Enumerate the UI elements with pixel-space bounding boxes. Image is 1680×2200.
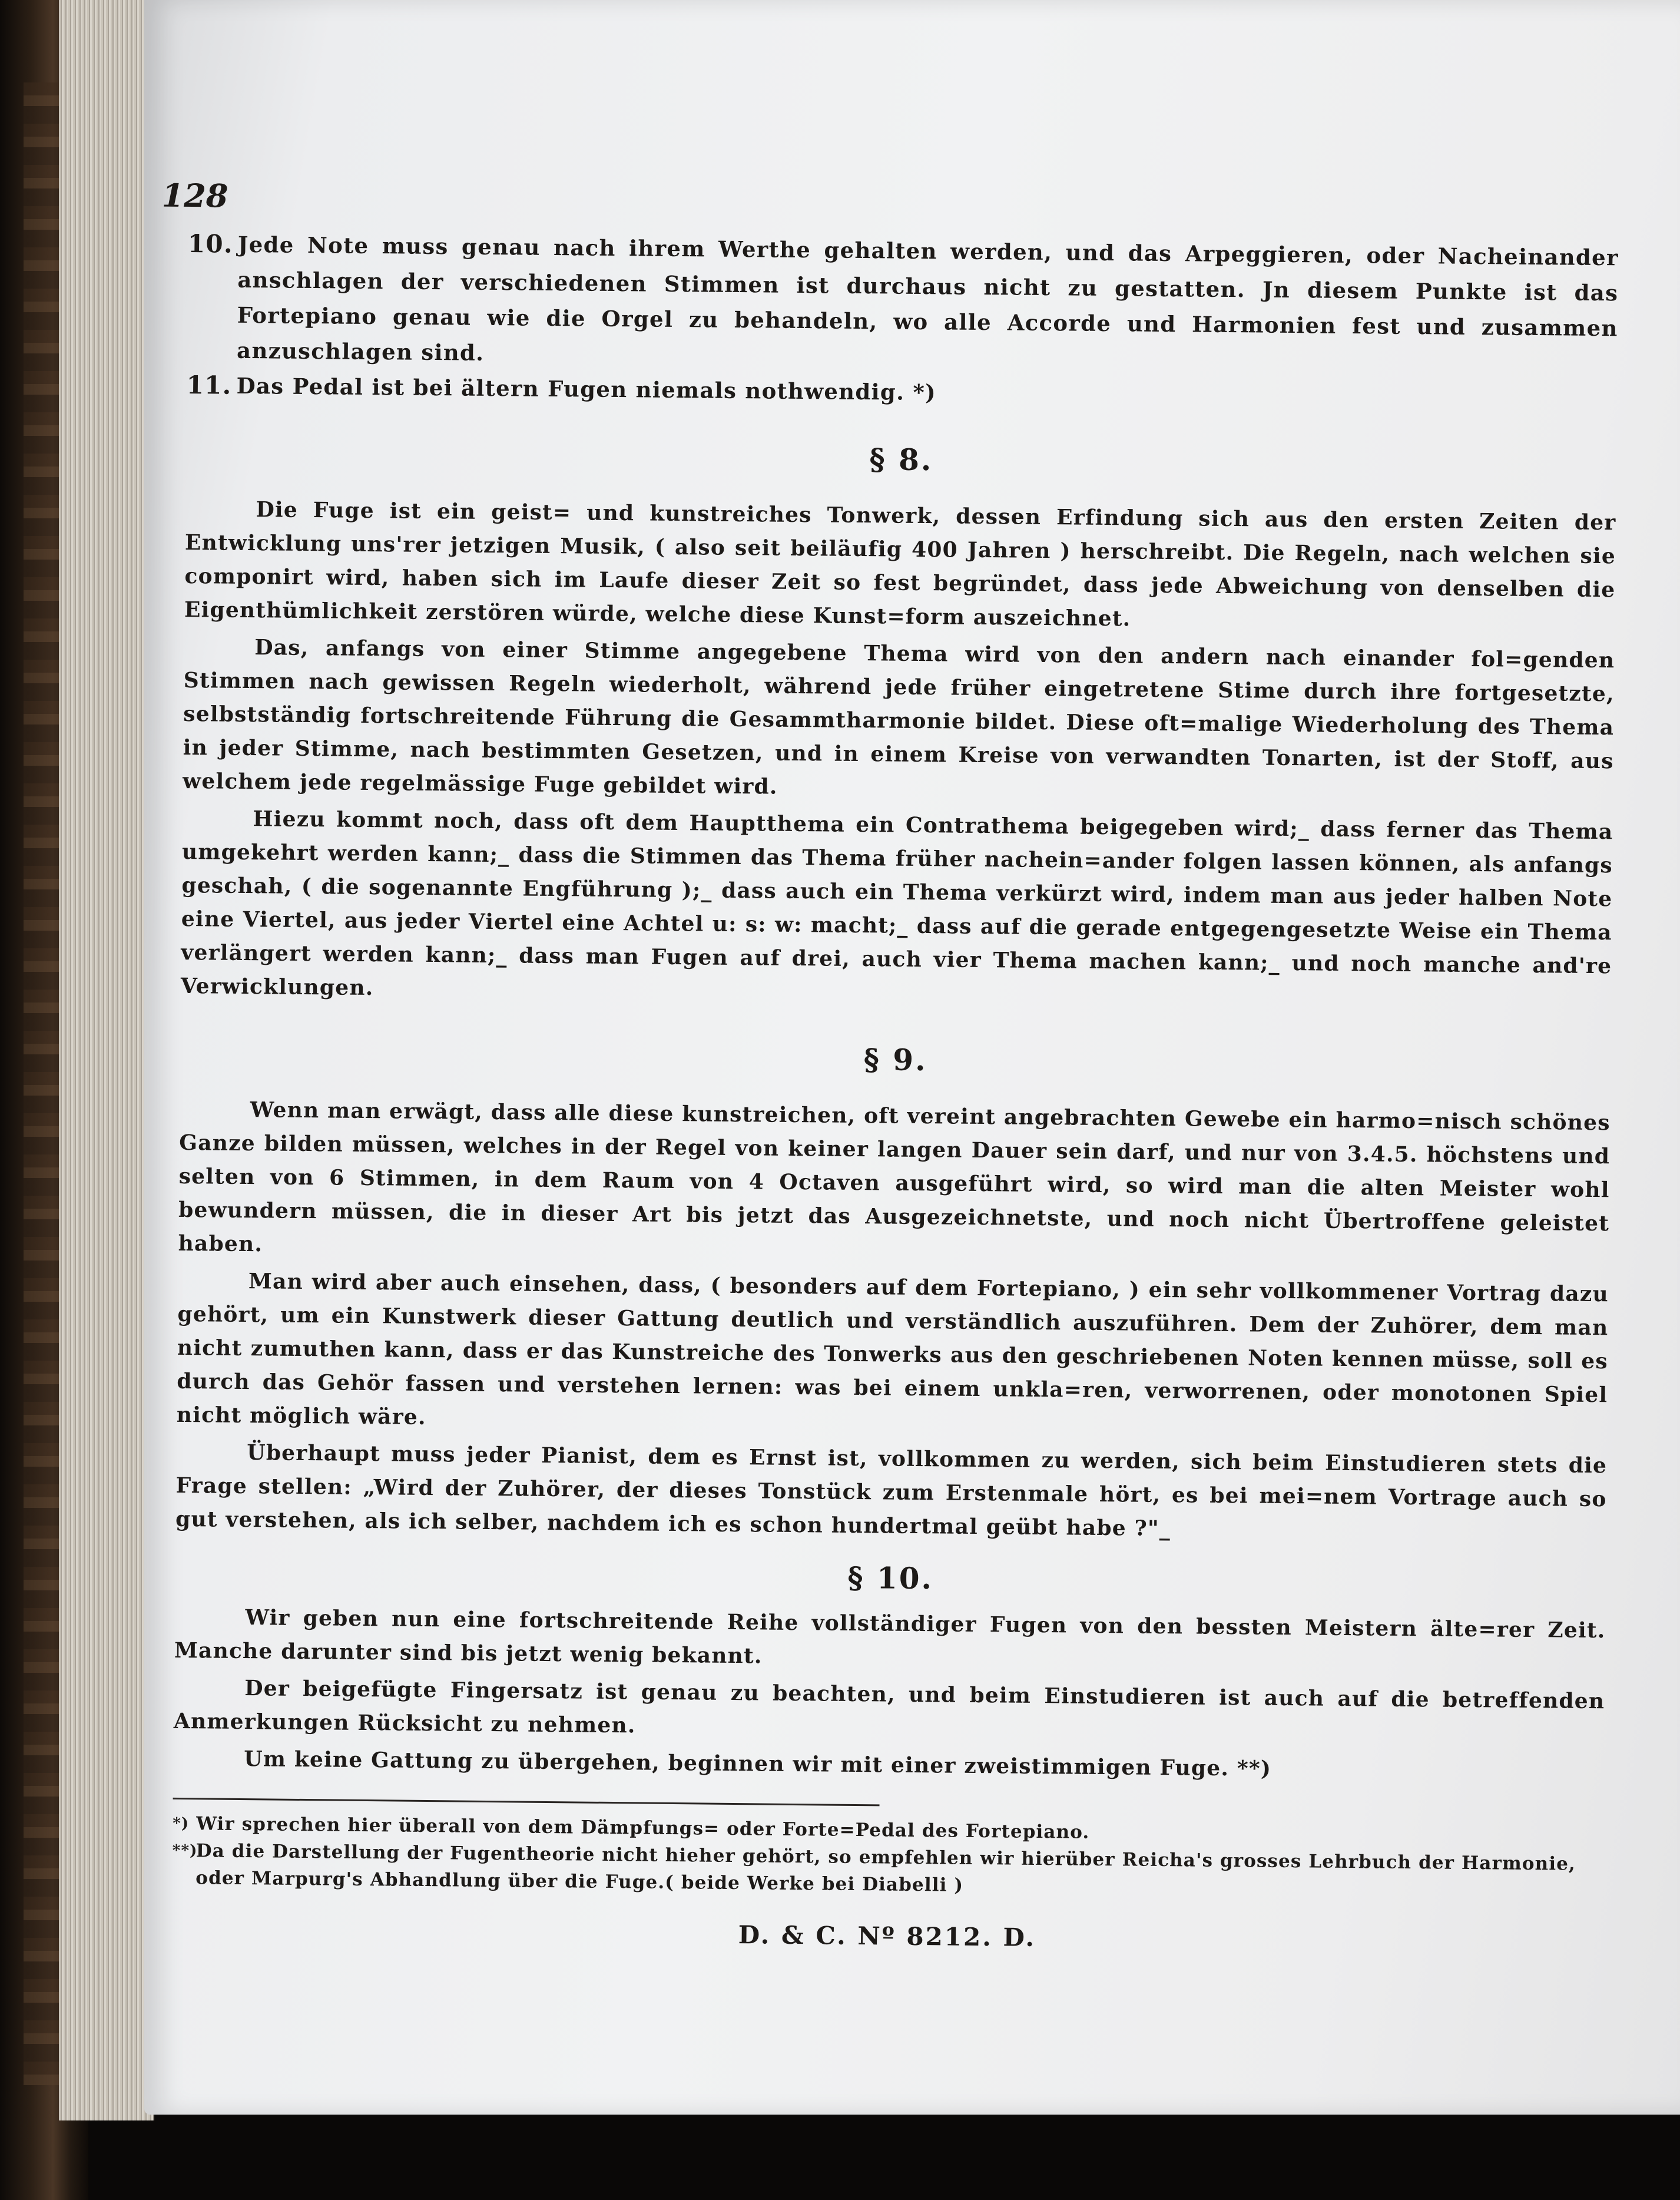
paragraph: Überhaupt muss jeder Pianist, dem es Ernst ist, vollkommen zu werden, sich beim Einstudieren stets die Frage stellen: „Wird der Zuhörer, der dieses Tonstück zum Erstenmale hört, es bei mei=nem Vortrage auch so gut verstehen, als ich selber, nachdem ich es schon hundertmal geübt habe ?"_ [175,1440,1608,1541]
footnote-divider [173,1798,880,1807]
paragraph: Man wird aber auch einsehen, dass, ( besonders auf dem Fortepiano, ) ein sehr vollkommener Vortrag dazu gehört, um ein Kunstwerk dieser Gattung deutlich und verständlich auszuführen. Dem der Zuhörer, dem man nicht zumuthen kann, dass er das Kunstreiche des Tonwerks aus den geschriebenen Noten kennen müsse, soll es durch das Gehör fassen und verstehen lernen: was bei einem unkla=ren, verworrenen, oder monotonen Spiel nicht möglich wäre. [176,1269,1609,1430]
section-heading-8: § 8. [869,442,933,478]
item-number: 10. [187,229,234,259]
paragraph: Der beigefügte Fingersatz ist genau zu beachten, und beim Einstudieren ist auch auf die betreffenden Anmerkungen Rücksicht zu nehmen. [173,1676,1605,1738]
plate-number: D. & C. Nº 8212. D. [738,1920,1036,1952]
item-number: 11. [186,370,232,400]
page-content [161,176,1619,2028]
paragraph: Hiezu kommt noch, dass oft dem Hauptthema ein Contrathema beigegeben wird;_ dass ferner das Thema umgekehrt werden kann;_ dass die Stimmen das Thema früher nachein=ander folgen lassen können, als anfangs geschah, ( die sogenannte Engführung );_ dass auch ein Thema verkürzt wird, indem man aus jeder halben Note eine Viertel, aus jeder Viertel eine Achtel u: s: w: macht;_ dass auf die gerade entgegengesetzte Weise ein Thema verlängert werden kann;_ dass man Fugen auf drei, auch vier Thema machen kann;_ und noch manche and're Verwicklungen. [180,806,1613,1001]
footnote-text: Da die Darstellung der Fugentheorie nicht hieher gehört, so empfehlen wir hierüber Reicha's grosses Lehrbuch der Harmonie, oder Marpurg's Abhandlung über die Fuge.( beide Werke bei Diabelli ) [195,1840,1576,1896]
page-number: 128 [161,176,228,215]
paragraph: Wir geben nun eine fortschreitende Reihe vollständiger Fugen von den bessten Meistern älte=rer Zeit. Manche darunter sind bis jetzt wenig bekannt. [174,1605,1606,1669]
paragraph: Wenn man erwägt, dass alle diese kunstreichen, oft vereint angebrachten Gewebe ein harmo=nisch schönes Ganze bilden müssen, welches in der Regel von keiner langen Dauer sein darf, und nur von 3.4.5. höchstens und selten von 6 Stimmen, in dem Raum von 4 Octaven ausgeführt wird, so wird man die alten Meister wohl bewundern müssen, die in dieser Art bis jetzt das Ausgezeichnetste, und noch nicht Übertroffene geleistet haben. [178,1097,1611,1257]
section-heading-10: § 10. [847,1560,934,1596]
paragraph: Die Fuge ist ein geist= und kunstreiches Tonwerk, dessen Erfindung sich aus den ersten Zeiten der Entwicklung uns'rer jetzigen Musik, ( also seit beiläufig 400 Jahren ) herschreibt. Die Regeln, nach welchen sie componirt wird, haben sich im Laufe dieser Zeit so fest begründet, dass jede Abweichung von denselben die Eigenthümlichkeit zerstören würde, welche diese Kunst=form auszeichnet. [184,497,1616,631]
section-heading-9: § 9. [863,1042,927,1078]
footnote-text: Wir sprechen hier überall von dem Dämpfungs= oder Forte=Pedal des Fortepiano. [195,1813,1090,1843]
paragraph: Das, anfangs von einer Stimme angegebene Thema wird von den andern nach einander fol=genden Stimmen nach gewissen Regeln wiederholt, während jede früher eingetretene Stime durch ihre fortgesetzte, selbstständig fortschreitende Führung die Gesammtharmonie bildet. Diese oft=malige Wiederholung des Thema in jeder Stimme, nach bestimmten Gesetzen, und in einem Kreise von verwandten Tonarten, ist der Stoff, aus welchem jede regelmässige Fuge gebildet wird. [182,635,1615,799]
item-text: Jede Note muss genau nach ihrem Werthe gehalten werden, und das Arpeggieren, oder Nacheinander anschlagen der verschiedenen Stimmen ist durchaus nicht zu gestatten. Jn diesem Punkte ist das Fortepiano genau wie die Orgel zu behandeln, wo alle Accorde und Harmonien fest und zusammen anzuschlagen sind. [236,231,1619,366]
footnote-mark: **) [172,1841,198,1860]
footnote-mark: *) [173,1814,190,1833]
page-edges [59,0,154,2120]
paragraph: Um keine Gattung zu übergehen, beginnen wir mit einer zweistimmigen Fuge. **) [244,1746,1272,1781]
item-text: Das Pedal ist bei ältern Fugen niemals nothwendig. *) [236,372,937,406]
rule-item-10 [187,226,1619,381]
